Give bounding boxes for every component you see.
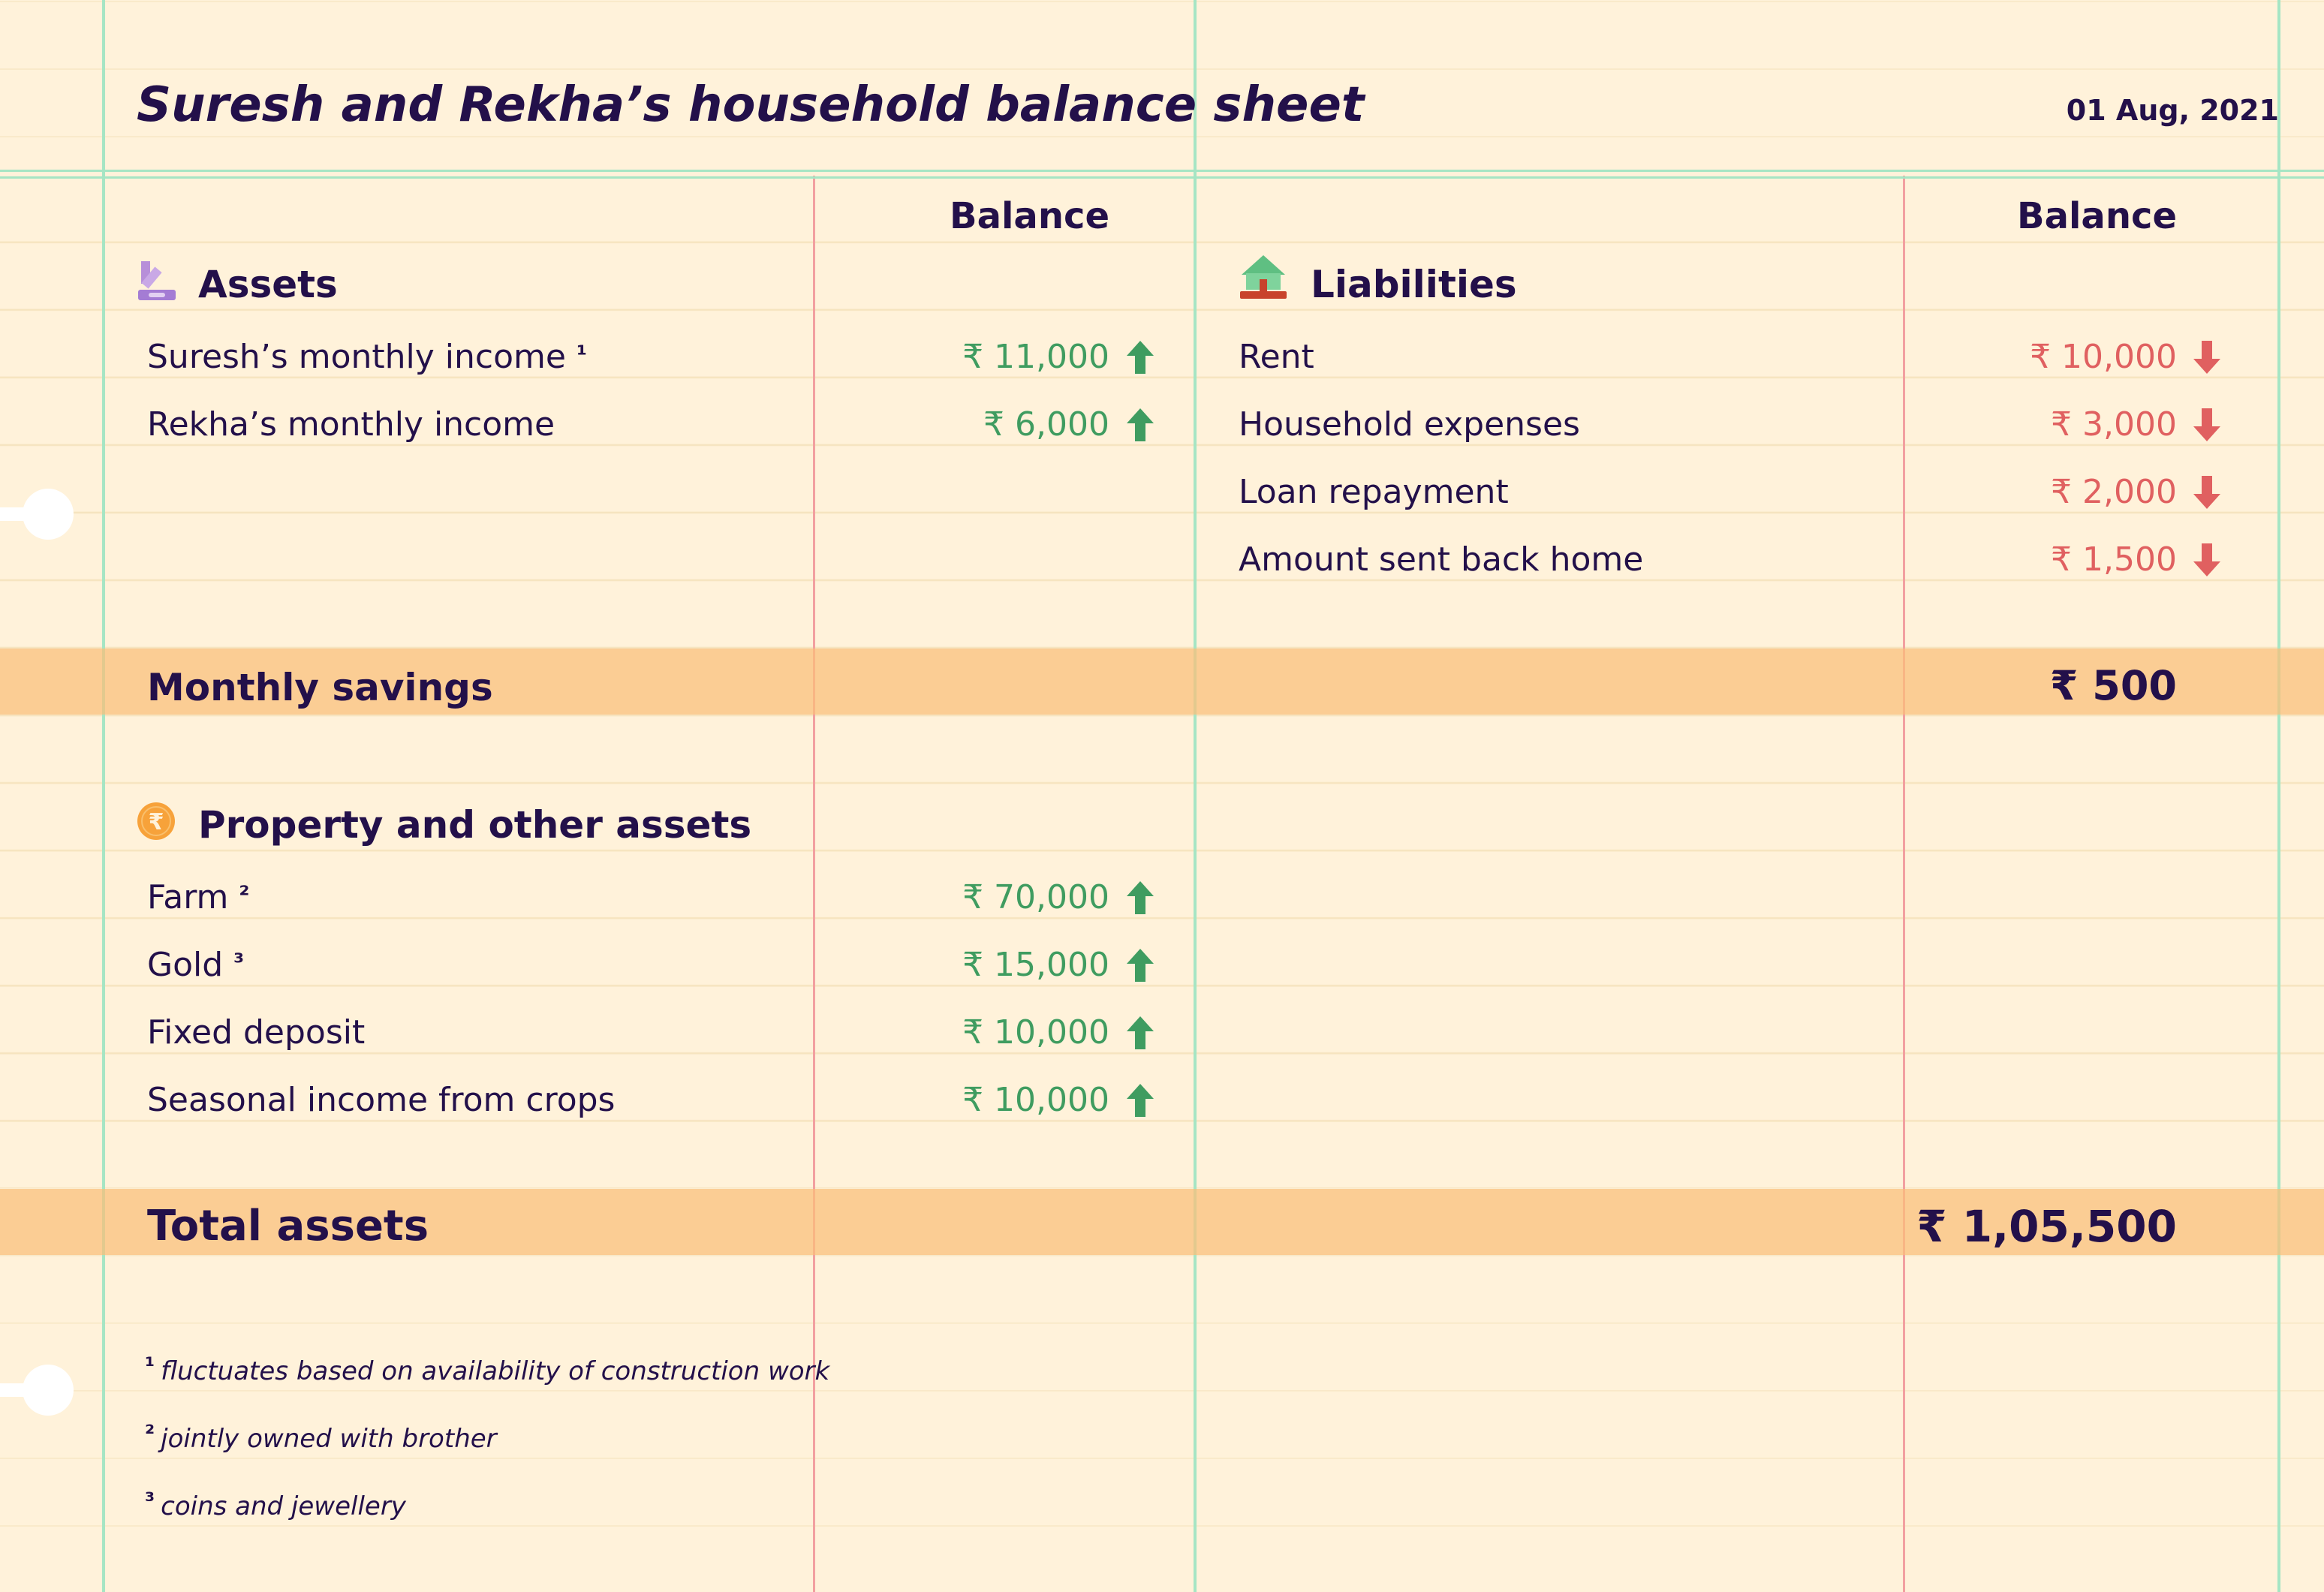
page-title: Suresh and Rekha’s household balance sheet bbox=[137, 77, 1365, 133]
balance-column-header-right: Balance bbox=[2017, 195, 2177, 237]
footnote: ¹ fluctuates based on availability of construction work bbox=[145, 1353, 830, 1386]
svg-text:₹: ₹ bbox=[148, 809, 164, 835]
liability-item-amount: ₹ 1,500 bbox=[2051, 540, 2177, 579]
binder-hole bbox=[23, 489, 74, 540]
liability-item-label: Household expenses bbox=[1239, 405, 1580, 444]
assets-icon bbox=[137, 260, 179, 305]
liabilities-heading-label: Liabilities bbox=[1311, 263, 1517, 306]
footnote: ² jointly owned with brother bbox=[145, 1421, 497, 1454]
balance-column-header-left: Balance bbox=[950, 195, 1109, 237]
arrow-up-icon bbox=[1127, 881, 1154, 914]
property-item-label: Seasonal income from crops bbox=[147, 1081, 616, 1119]
balance-column-rule-right bbox=[1903, 176, 1905, 1592]
property-item-label: Gold $^{^3}$ bbox=[147, 946, 245, 984]
arrow-up-icon bbox=[1127, 341, 1154, 374]
binder-hole bbox=[23, 1365, 74, 1416]
arrow-down-icon bbox=[2193, 341, 2220, 374]
column-divider bbox=[1194, 0, 1197, 1592]
monthly-savings-value: ₹ 500 bbox=[2049, 662, 2177, 709]
property-item-amount: ₹ 70,000 bbox=[962, 878, 1109, 916]
arrow-up-icon bbox=[1127, 949, 1154, 982]
house-icon bbox=[1239, 254, 1288, 303]
rupee-coin-icon bbox=[137, 802, 176, 841]
property-item-amount: ₹ 15,000 bbox=[962, 946, 1109, 984]
asset-item-amount: ₹ 6,000 bbox=[983, 405, 1109, 444]
margin-line-right bbox=[2277, 0, 2280, 1592]
arrow-down-icon bbox=[2193, 408, 2220, 441]
property-item-amount: ₹ 10,000 bbox=[962, 1081, 1109, 1119]
header-rule bbox=[0, 170, 2324, 172]
liability-item-label: Rent bbox=[1239, 338, 1314, 376]
total-assets-label: Total assets bbox=[147, 1202, 429, 1250]
footnote: ³ coins and jewellery bbox=[145, 1488, 406, 1521]
asset-item-amount: ₹ 11,000 bbox=[962, 338, 1109, 376]
property-item-amount: ₹ 10,000 bbox=[962, 1013, 1109, 1052]
property-item-label: Farm $^{^2}$ bbox=[147, 878, 250, 916]
arrow-up-icon bbox=[1127, 408, 1154, 441]
property-heading-label: Property and other assets bbox=[198, 803, 752, 847]
arrow-down-icon bbox=[2193, 543, 2220, 576]
total-assets-value: ₹ 1,05,500 bbox=[1916, 1201, 2177, 1252]
property-item-label: Fixed deposit bbox=[147, 1013, 366, 1052]
arrow-up-icon bbox=[1127, 1016, 1154, 1049]
margin-line-left bbox=[102, 0, 105, 1592]
sheet-date: 01 Aug, 2021 bbox=[2066, 94, 2279, 127]
arrow-down-icon bbox=[2193, 476, 2220, 509]
header-rule bbox=[0, 176, 2324, 179]
asset-item-label: Rekha’s monthly income bbox=[147, 405, 555, 444]
liability-item-label: Amount sent back home bbox=[1239, 540, 1644, 579]
liability-item-amount: ₹ 3,000 bbox=[2051, 405, 2177, 444]
assets-heading-label: Assets bbox=[198, 263, 338, 306]
liability-item-label: Loan repayment bbox=[1239, 473, 1509, 511]
asset-item-label: Suresh’s monthly income $^{^1}$ bbox=[147, 338, 587, 376]
liability-item-amount: ₹ 2,000 bbox=[2051, 473, 2177, 511]
liability-item-amount: ₹ 10,000 bbox=[2030, 338, 2177, 376]
arrow-up-icon bbox=[1127, 1084, 1154, 1117]
monthly-savings-label: Monthly savings bbox=[147, 666, 493, 709]
